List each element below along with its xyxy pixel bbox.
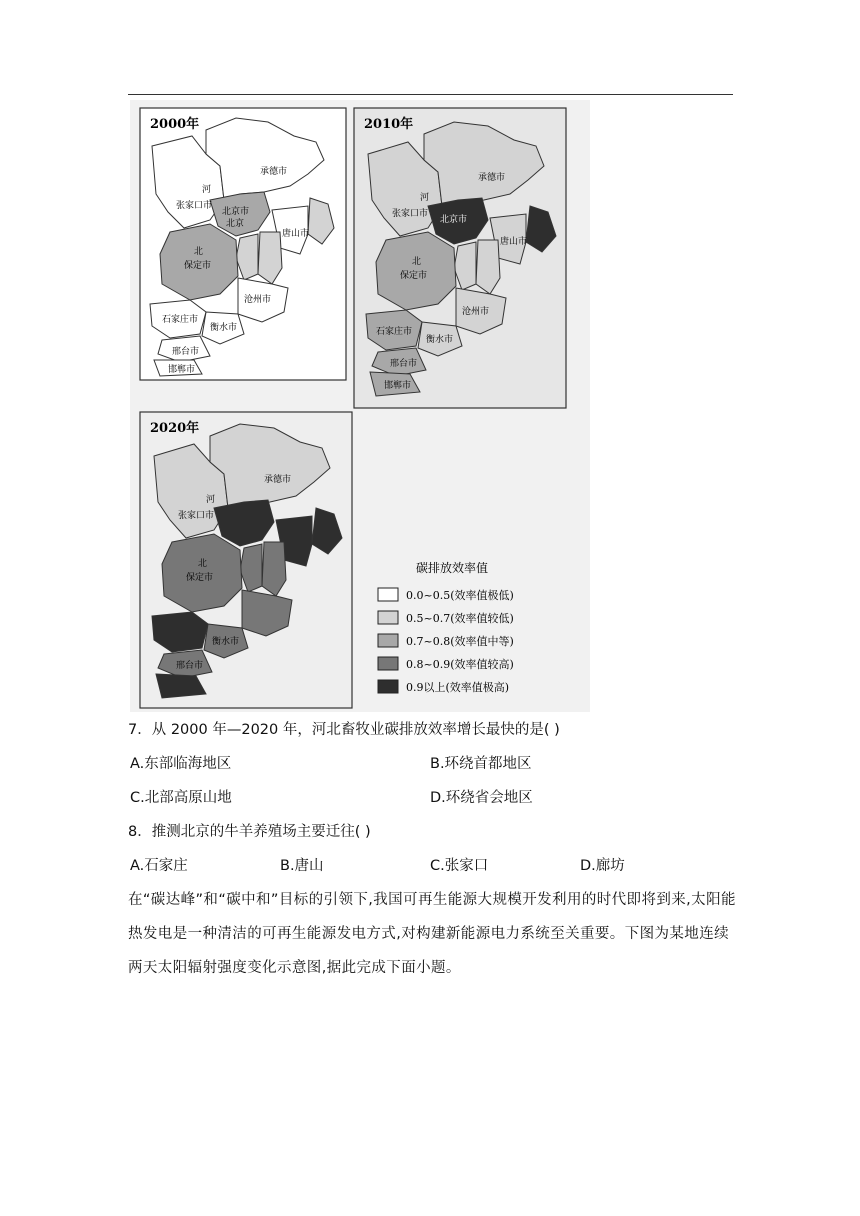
map-label: 唐山市 xyxy=(500,237,528,247)
map-label: 保定市 xyxy=(186,573,214,583)
map-label: 河 xyxy=(420,193,430,203)
map-label: 邢台市 xyxy=(390,359,418,369)
map-year-label: 2020年 xyxy=(150,421,200,436)
map-label: 承德市 xyxy=(478,173,506,183)
map-frame xyxy=(378,588,398,601)
map-frame xyxy=(378,680,398,693)
map-label: 衡水市 xyxy=(426,335,454,345)
map-label: 邢台市 xyxy=(172,347,200,357)
map-label: 唐山市 xyxy=(282,229,310,239)
map-label: 0.8~0.9(效率值较高) xyxy=(406,658,514,671)
question-7-stem: 7．从 2000 年—2020 年，河北畜牧业碳排放效率增长最快的是( ) xyxy=(128,722,560,738)
map-label: 邢台市 xyxy=(176,661,204,671)
q7-option-b[interactable]: B.环绕首都地区 xyxy=(430,756,532,772)
q8-option-a[interactable]: A.石家庄 xyxy=(130,858,188,874)
map-label: 承德市 xyxy=(260,167,288,177)
map-label: 河 xyxy=(206,495,216,505)
legend-item xyxy=(378,611,514,625)
map-label: 衡水市 xyxy=(212,637,240,647)
map-label: 沧州市 xyxy=(244,295,272,305)
map-label: 北京 xyxy=(226,219,245,229)
map-label: 0.5~0.7(效率值较低) xyxy=(406,612,514,625)
map-label: 保定市 xyxy=(184,261,212,271)
legend-item xyxy=(378,657,514,671)
map-label: 0.0~0.5(效率值极低) xyxy=(406,589,514,602)
map-label: 邯郸市 xyxy=(168,365,196,375)
map-2010 xyxy=(354,108,566,408)
map-label: 北 xyxy=(198,559,208,569)
q8-option-b[interactable]: B.唐山 xyxy=(280,858,324,874)
map-2000 xyxy=(140,108,346,380)
map-label: 河 xyxy=(202,185,212,195)
map-label: 北 xyxy=(412,257,422,267)
map-label: 0.7~0.8(效率值中等) xyxy=(406,635,514,648)
legend xyxy=(378,560,514,694)
map-year-label: 2000年 xyxy=(150,117,200,132)
q7-option-c[interactable]: C.北部高原山地 xyxy=(130,790,232,806)
map-label: 沧州市 xyxy=(462,307,490,317)
legend-item xyxy=(378,634,514,648)
q7-option-d[interactable]: D.环绕省会地区 xyxy=(430,790,533,806)
map-label: 张家口市 xyxy=(392,209,429,219)
q8-option-c[interactable]: C.张家口 xyxy=(430,858,489,874)
map-label: 衡水市 xyxy=(210,323,238,333)
legend-title: 碳排放效率值 xyxy=(416,561,489,575)
legend-item xyxy=(378,680,509,694)
map-2020 xyxy=(140,412,352,708)
question-8-stem: 8．推测北京的牛羊养殖场主要迁往( ) xyxy=(128,824,371,840)
legend-item xyxy=(378,588,514,602)
map-label: 石家庄市 xyxy=(376,327,413,337)
map-frame xyxy=(378,634,398,647)
carbon-efficiency-map-figure xyxy=(130,100,590,712)
map-frame xyxy=(378,657,398,670)
map-label: 张家口市 xyxy=(178,511,215,521)
map-label: 北 xyxy=(194,247,204,257)
header-rule xyxy=(128,94,733,95)
map-frame xyxy=(378,611,398,624)
map-label: 保定市 xyxy=(400,271,428,281)
map-label: 邯郸市 xyxy=(384,381,412,391)
passage-text: 在“碳达峰”和“碳中和”目标的引领下,我国可再生能源大规模开发利用的时代即将到来,太阳能热发电是一种清洁的可再生能源发电方式,对构建新能源电力系统至关重要。下图为某地连续两天太阳辐射强度变化示意图,据此完成下面小题。 xyxy=(128,892,736,976)
map-label: 张家口市 xyxy=(176,201,213,211)
map-label: 北京市 xyxy=(440,215,468,225)
map-label: 北京市 xyxy=(222,207,250,217)
map-label: 石家庄市 xyxy=(162,315,199,325)
map-label: 0.9以上(效率值极高) xyxy=(406,681,510,694)
q7-option-a[interactable]: A.东部临海地区 xyxy=(130,756,232,772)
map-label: 承德市 xyxy=(264,475,292,485)
q8-option-d[interactable]: D.廊坊 xyxy=(580,858,625,874)
map-year-label: 2010年 xyxy=(364,117,414,132)
